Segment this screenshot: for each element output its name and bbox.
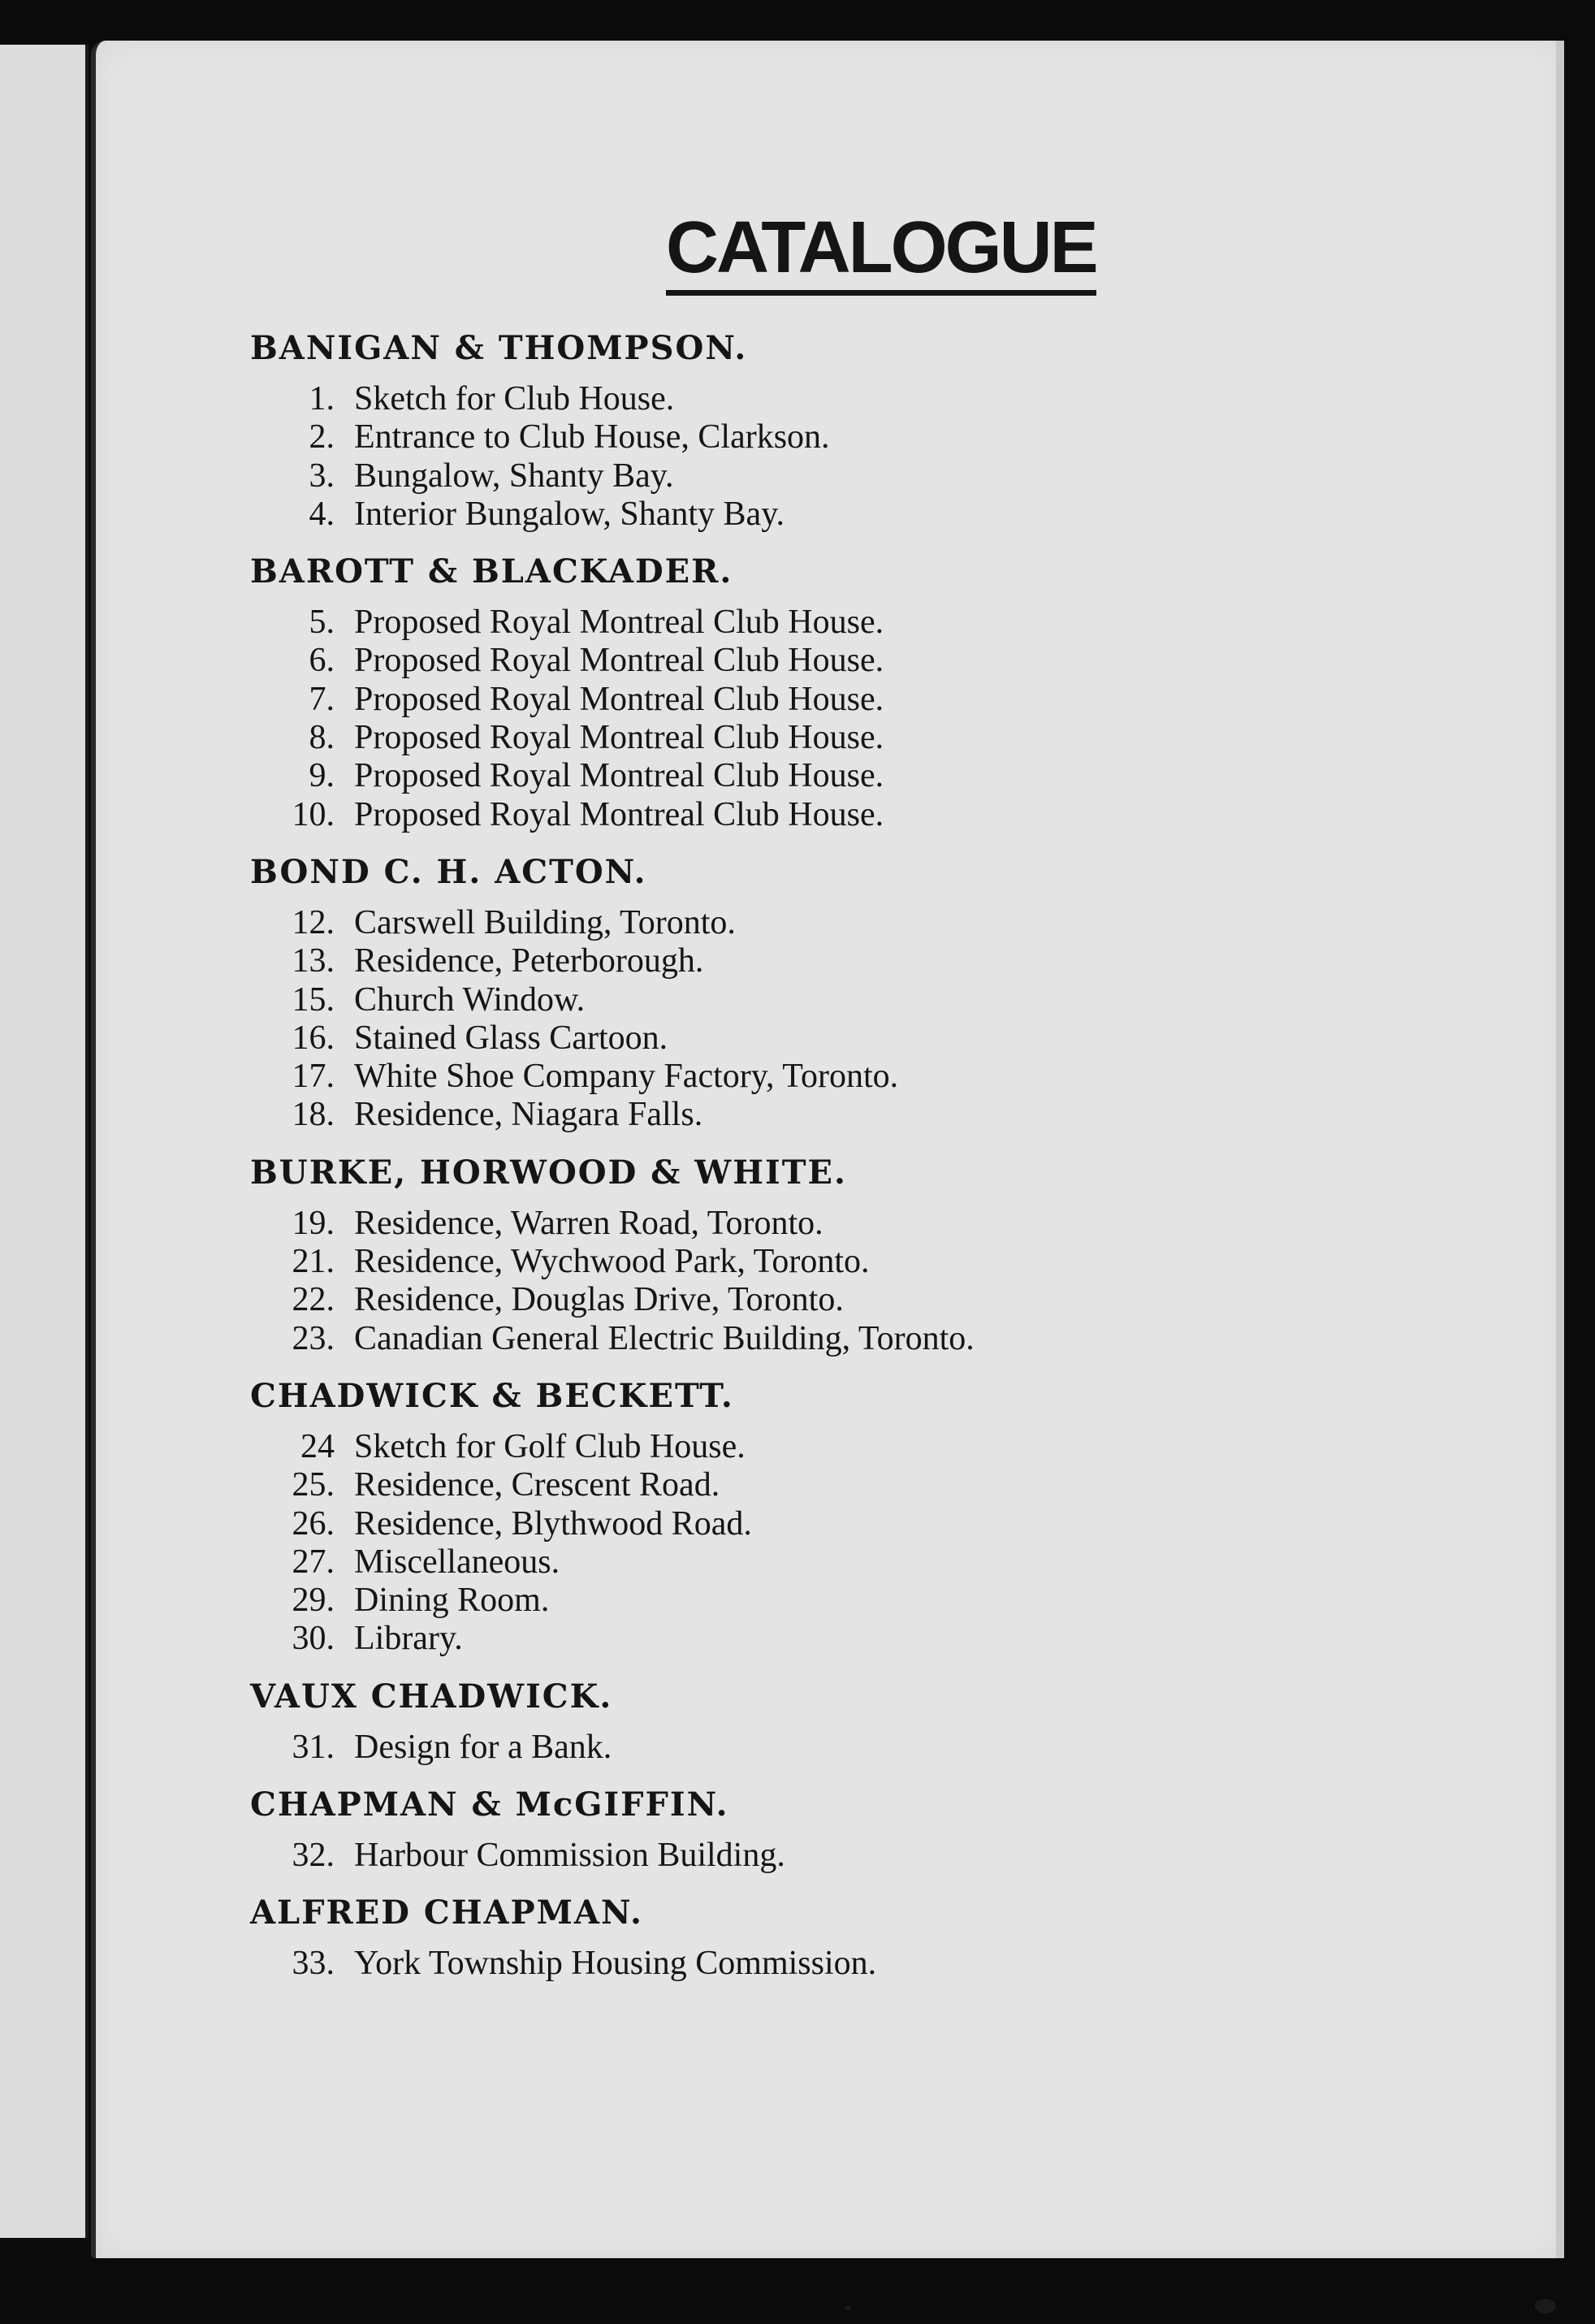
entry-number: 6. (309, 642, 335, 680)
catalogue-entry (250, 1205, 1387, 1243)
entry-number: 31. (292, 1728, 335, 1766)
catalogue-entry (250, 1428, 1387, 1466)
entry-number: 12. (292, 903, 335, 941)
section-chadwick-beckett (250, 1376, 1387, 1659)
catalogue-entry (250, 1620, 1387, 1658)
section-burke-horwood-white (250, 1153, 1387, 1358)
entry-number: 25. (292, 1466, 335, 1504)
catalogue-entry (250, 1837, 1387, 1875)
section-heading: VAUX CHADWICK. (250, 1677, 613, 1716)
catalogue-entry (250, 380, 1387, 418)
entry-description: Proposed Royal Montreal Club House. (354, 719, 884, 757)
entry-description: Bungalow, Shanty Bay. (354, 457, 674, 495)
entry-list (250, 904, 1387, 1135)
entry-number: 32. (292, 1837, 335, 1875)
catalogue-entry (250, 642, 1387, 680)
catalogue-entry (250, 1543, 1387, 1582)
entry-number: 1. (309, 380, 335, 418)
page-title-text: CATALOGUE (666, 207, 1096, 296)
catalogue-entry (250, 981, 1387, 1019)
catalogue-entry (250, 904, 1387, 942)
entry-number: 3. (309, 457, 335, 495)
entry-number: 2. (309, 418, 335, 457)
entry-description: Proposed Royal Montreal Club House. (354, 680, 884, 718)
entry-description: Carswell Building, Toronto. (354, 903, 736, 941)
catalogue-entry (250, 681, 1387, 719)
entry-list (250, 604, 1387, 834)
catalogue-entry (250, 757, 1387, 795)
entry-description: Residence, Blythwood Road. (354, 1504, 752, 1543)
entry-number: 7. (309, 680, 335, 718)
entry-number: 26. (292, 1504, 335, 1543)
catalogue-entry (250, 457, 1387, 496)
page-right-edge (1556, 41, 1564, 2258)
entry-number: 23. (292, 1319, 335, 1357)
section-heading: BURKE, HORWOOD & WHITE. (250, 1153, 847, 1192)
catalogue-entry (250, 1466, 1387, 1504)
entry-list (250, 1205, 1387, 1358)
entry-number: 29. (292, 1582, 335, 1620)
entry-list (250, 1729, 1387, 1767)
entry-number: 21. (292, 1243, 335, 1281)
adjacent-page-edge (0, 45, 89, 2238)
entry-list (250, 1837, 1387, 1875)
catalogue-entry (250, 1505, 1387, 1543)
entry-description: Entrance to Club House, Clarkson. (354, 418, 830, 457)
entry-number: 17. (292, 1058, 335, 1096)
section-heading: ALFRED CHAPMAN. (250, 1893, 643, 1932)
entry-description: Harbour Commission Building. (354, 1837, 785, 1875)
entry-description: Proposed Royal Montreal Club House. (354, 604, 884, 642)
entry-description: Proposed Royal Montreal Club House. (354, 795, 884, 833)
entry-description: Sketch for Club House. (354, 380, 675, 418)
catalogue-entry (250, 1019, 1387, 1058)
catalogue-entry (250, 796, 1387, 834)
catalogue-entry (250, 1320, 1387, 1358)
entry-number: 5. (309, 604, 335, 642)
catalogue-entry (250, 604, 1387, 642)
entry-number: 27. (292, 1543, 335, 1581)
section-barott-blackader (250, 552, 1387, 834)
entry-number: 24 (300, 1427, 335, 1465)
entry-description: Proposed Royal Montreal Club House. (354, 642, 884, 680)
section-bond-acton (250, 852, 1387, 1135)
entry-number: 15. (292, 980, 335, 1019)
entry-list (250, 1428, 1387, 1659)
entry-number: 9. (309, 757, 335, 795)
catalogue-entry (250, 1058, 1387, 1096)
entry-description: Residence, Crescent Road. (354, 1466, 720, 1504)
entry-description: Residence, Warren Road, Toronto. (354, 1204, 823, 1242)
entry-number: 4. (309, 495, 335, 533)
scan-speck (845, 2305, 851, 2310)
scan-speck (1535, 2299, 1556, 2313)
section-heading: CHAPMAN & McGIFFIN. (250, 1785, 729, 1824)
entry-description: Residence, Douglas Drive, Toronto. (354, 1281, 844, 1319)
entry-list (250, 380, 1387, 534)
section-chapman-mcgiffin (250, 1785, 1387, 1875)
catalogue-entry (250, 1243, 1387, 1281)
catalogue-entry (250, 1582, 1387, 1620)
entry-description: Canadian General Electric Building, Toronto. (354, 1319, 975, 1357)
entry-description: Sketch for Golf Club House. (354, 1427, 746, 1465)
entry-description: Residence, Peterborough. (354, 942, 704, 980)
entry-list (250, 1945, 1387, 1983)
section-heading: BAROTT & BLACKADER. (250, 552, 733, 591)
catalogue-entry (250, 1945, 1387, 1983)
catalogue-entry (250, 418, 1387, 457)
entry-number: 19. (292, 1204, 335, 1242)
entry-number: 30. (292, 1620, 335, 1658)
catalogue-entry (250, 719, 1387, 757)
entry-description: Residence, Wychwood Park, Toronto. (354, 1243, 870, 1281)
entry-description: Stained Glass Cartoon. (354, 1019, 668, 1057)
section-alfred-chapman (250, 1893, 1387, 1983)
entry-number: 22. (292, 1281, 335, 1319)
section-heading: CHADWICK & BECKETT. (250, 1376, 734, 1415)
entry-number: 18. (292, 1096, 335, 1134)
section-vaux-chadwick (250, 1677, 1387, 1767)
entry-description: York Township Housing Commission. (354, 1945, 877, 1983)
entry-description: Dining Room. (354, 1582, 550, 1620)
entry-number: 10. (292, 795, 335, 833)
entry-number: 16. (292, 1019, 335, 1057)
entry-description: White Shoe Company Factory, Toronto. (354, 1058, 899, 1096)
entry-number: 13. (292, 942, 335, 980)
catalogue-entry (250, 1281, 1387, 1319)
entry-description: Church Window. (354, 980, 586, 1019)
catalogue-entry (250, 942, 1387, 980)
section-banigan-thompson (250, 328, 1387, 534)
section-heading: BANIGAN & THOMPSON. (250, 329, 748, 367)
entry-number: 8. (309, 719, 335, 757)
entry-description: Design for a Bank. (354, 1728, 612, 1766)
catalogue-entry (250, 1096, 1387, 1134)
page-title (250, 207, 1387, 296)
entry-number: 33. (292, 1945, 335, 1983)
entry-description: Residence, Niagara Falls. (354, 1096, 703, 1134)
catalogue-entry (250, 1729, 1387, 1767)
entry-description: Interior Bungalow, Shanty Bay. (354, 495, 785, 533)
entry-description: Proposed Royal Montreal Club House. (354, 757, 884, 795)
entry-description: Library. (354, 1620, 463, 1658)
section-heading: BOND C. H. ACTON. (250, 852, 647, 891)
catalogue-content (250, 207, 1387, 2002)
entry-description: Miscellaneous. (354, 1543, 560, 1581)
catalogue-entry (250, 496, 1387, 534)
